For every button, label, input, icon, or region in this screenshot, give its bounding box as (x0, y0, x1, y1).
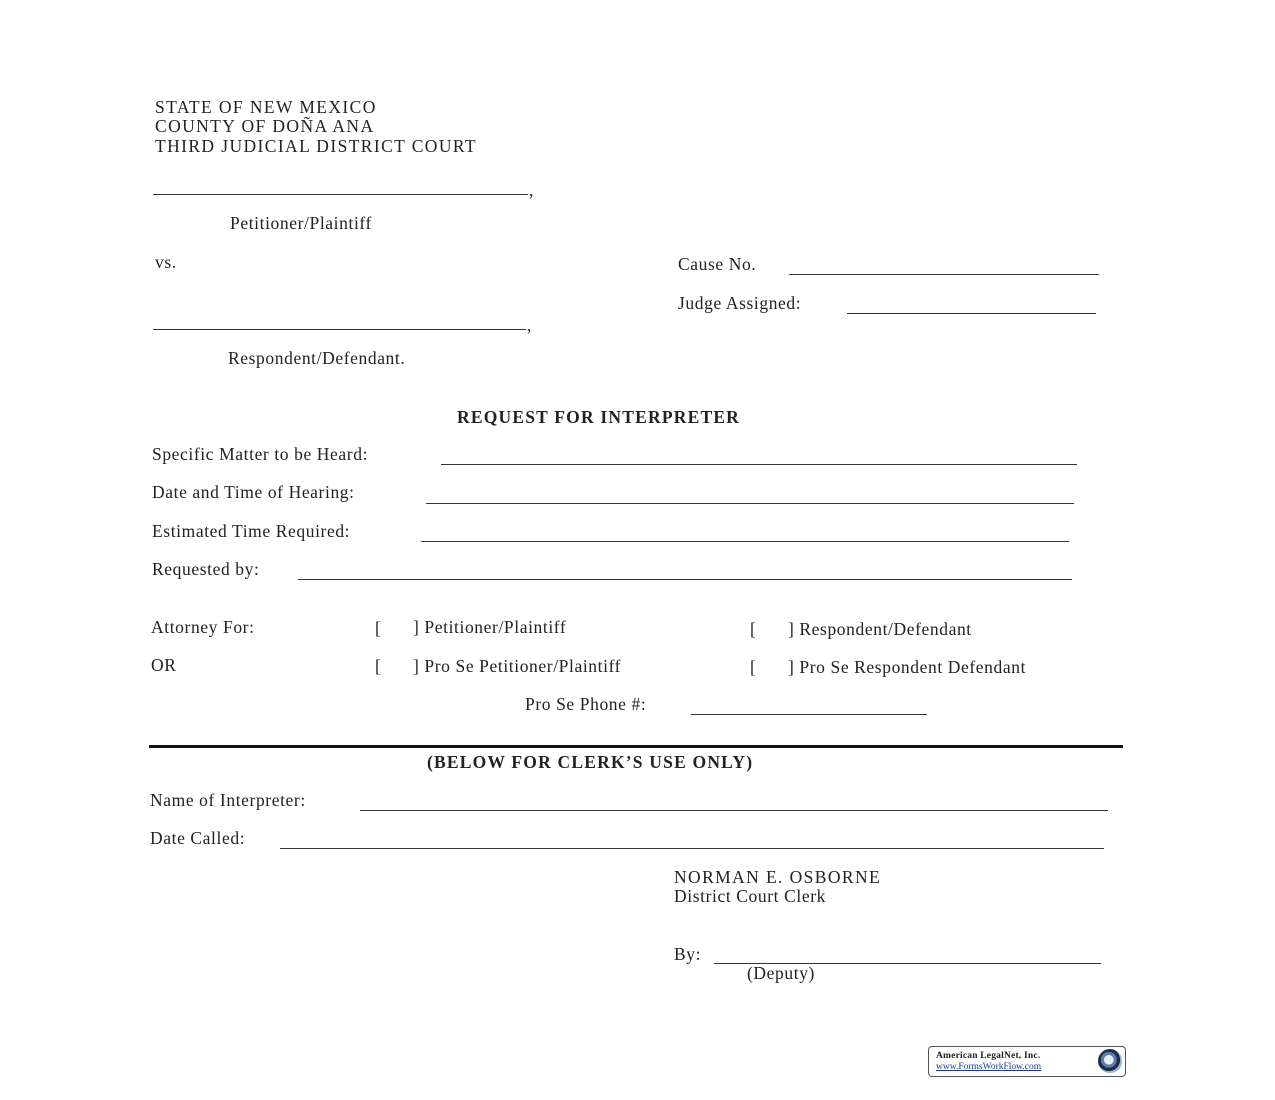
cause-no-label: Cause No. (678, 254, 757, 274)
court-district: THIRD JUDICIAL DISTRICT COURT (155, 136, 477, 156)
form-title: REQUEST FOR INTERPRETER (457, 407, 741, 427)
pro-se-phone-label: Pro Se Phone #: (525, 694, 647, 714)
court-county: COUNTY OF DOÑA ANA (155, 116, 375, 136)
respondent-comma: , (527, 315, 532, 335)
specific-matter-label: Specific Matter to be Heard: (152, 444, 369, 464)
date-called-label: Date Called: (150, 828, 246, 848)
clerk-title: District Court Clerk (674, 886, 826, 906)
vs-label: vs. (155, 252, 177, 272)
pro-se-phone-field[interactable] (691, 714, 927, 715)
petitioner-name-field[interactable] (153, 194, 528, 195)
interpreter-name-label: Name of Interpreter: (150, 790, 306, 810)
cause-no-field[interactable] (789, 274, 1099, 275)
legalnet-logo-icon (1098, 1049, 1122, 1073)
respondent-checkbox[interactable]: [ (750, 619, 757, 639)
clerk-use-heading: (BELOW FOR CLERK’S USE ONLY) (427, 752, 754, 772)
petitioner-checkbox[interactable]: [ (375, 618, 382, 638)
pro-se-respondent-option-label: ] Pro Se Respondent Defendant (788, 657, 1027, 677)
requested-by-field[interactable] (298, 579, 1072, 580)
judge-assigned-label: Judge Assigned: (678, 293, 802, 313)
or-label: OR (151, 655, 177, 675)
estimated-time-label: Estimated Time Required: (152, 521, 351, 541)
interpreter-name-field[interactable] (360, 810, 1108, 811)
petitioner-option-label: ] Petitioner/Plaintiff (413, 617, 567, 637)
judge-assigned-field[interactable] (847, 313, 1096, 314)
requested-by-label: Requested by: (152, 559, 260, 579)
clerk-name: NORMAN E. OSBORNE (674, 867, 882, 887)
pro-se-petitioner-option-label: ] Pro Se Petitioner/Plaintiff (413, 656, 622, 676)
estimated-time-field[interactable] (421, 541, 1069, 542)
hearing-datetime-label: Date and Time of Hearing: (152, 482, 355, 502)
clerk-section-divider (149, 745, 1123, 748)
respondent-option-label: ] Respondent/Defendant (788, 619, 972, 639)
hearing-datetime-field[interactable] (426, 503, 1074, 504)
legalnet-footer (928, 1046, 1126, 1077)
respondent-label: Respondent/Defendant. (228, 348, 406, 368)
attorney-for-label: Attorney For: (151, 617, 255, 637)
petitioner-label: Petitioner/Plaintiff (230, 213, 372, 233)
pro-se-respondent-checkbox[interactable]: [ (750, 657, 757, 677)
formsworkflow-link[interactable]: www.FormsWorkFlow.com (936, 1062, 1042, 1072)
respondent-name-field[interactable] (153, 329, 526, 330)
deputy-label: (Deputy) (747, 963, 815, 983)
specific-matter-field[interactable] (441, 464, 1077, 465)
legalnet-company-name: American LegalNet, Inc. (936, 1051, 1041, 1061)
pro-se-petitioner-checkbox[interactable]: [ (375, 656, 382, 676)
date-called-field[interactable] (280, 848, 1104, 849)
petitioner-comma: , (529, 180, 534, 200)
court-state: STATE OF NEW MEXICO (155, 97, 377, 117)
by-label: By: (674, 944, 702, 964)
